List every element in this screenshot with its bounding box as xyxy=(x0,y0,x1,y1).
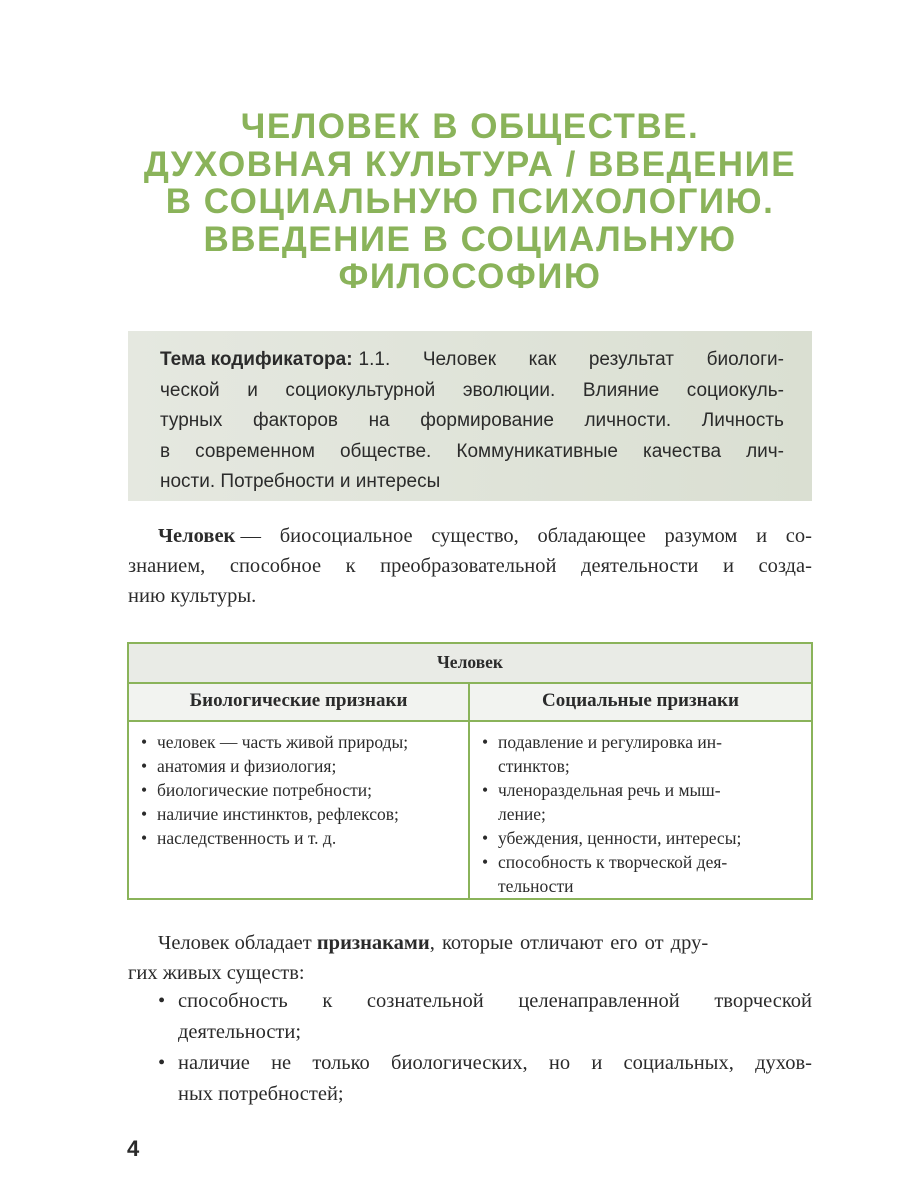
topic-line: Тема кодификатора: 1.1. Человек как результат биологи- xyxy=(160,349,784,370)
topic-line: ности. Потребности и интересы xyxy=(160,471,441,492)
chapter-title-line: ДУХОВНАЯ КУЛЬТУРА / ВВЕДЕНИЕ xyxy=(143,144,797,184)
list-item: • способность к творческой дея- тельности xyxy=(482,850,803,898)
definition-paragraph: Человек — биосоциальное существо, обладающее разумом и со- знанием, способное к преобразовательной деятельности и созда- нию культуры. xyxy=(128,525,812,607)
column-header-social: Социальные признаки xyxy=(542,690,739,711)
list-item: • наследственность и т. д. xyxy=(141,826,460,850)
chapter-title-line: ФИЛОСОФИЮ xyxy=(338,257,602,296)
table-header-row xyxy=(129,684,811,722)
topic-line: ческой и социокультурной эволюции. Влияние социокуль- xyxy=(160,379,784,401)
defined-term: Человек xyxy=(158,525,236,547)
list-item: • анатомия и физиология; xyxy=(141,754,460,778)
list-item: • убеждения, ценности, интересы; xyxy=(482,826,803,850)
biological-traits-cell xyxy=(129,722,470,900)
human-traits-table xyxy=(127,642,813,900)
features-list xyxy=(158,986,812,1110)
topic-line: турных факторов на формирование личности. Личность xyxy=(160,410,784,431)
table-title: Человек xyxy=(129,644,811,684)
list-item: • наличие не только биологических, но и социальных, духов- ных потребностей; xyxy=(158,1048,812,1110)
features-intro-paragraph: Человек обладает признаками , которые отличают его от дру- гих живых существ: xyxy=(128,928,812,988)
list-item: • подавление и регулировка ин- стинктов; xyxy=(482,730,803,778)
page-number: 4 xyxy=(127,1136,140,1161)
list-item: • биологические потребности; xyxy=(141,778,460,802)
chapter-title xyxy=(120,108,820,296)
chapter-title-line: В СОЦИАЛЬНУЮ ПСИХОЛОГИЮ. xyxy=(165,182,775,221)
table-body-row xyxy=(129,722,811,900)
bold-term: признаками xyxy=(316,932,430,954)
list-item: • способность к сознательной целенаправленной творческой деятельности; xyxy=(158,986,812,1048)
list-item: • наличие инстинктов, рефлексов; xyxy=(141,802,460,826)
chapter-title-line: ЧЕЛОВЕК В ОБЩЕСТВЕ. xyxy=(240,107,700,146)
list-item: • членораздельная речь и мыш- ление; xyxy=(482,778,803,826)
list-item: • человек — часть живой природы; xyxy=(141,730,460,754)
chapter-title-line: ВВЕДЕНИЕ В СОЦИАЛЬНУЮ xyxy=(203,219,737,259)
codifier-topic-box xyxy=(128,331,812,501)
topic-label: Тема кодификатора: xyxy=(160,349,353,370)
topic-line: в современном обществе. Коммуникативные качества лич- xyxy=(160,440,784,462)
social-traits-cell xyxy=(470,722,811,900)
column-header-biological: Биологические признаки xyxy=(129,684,470,720)
